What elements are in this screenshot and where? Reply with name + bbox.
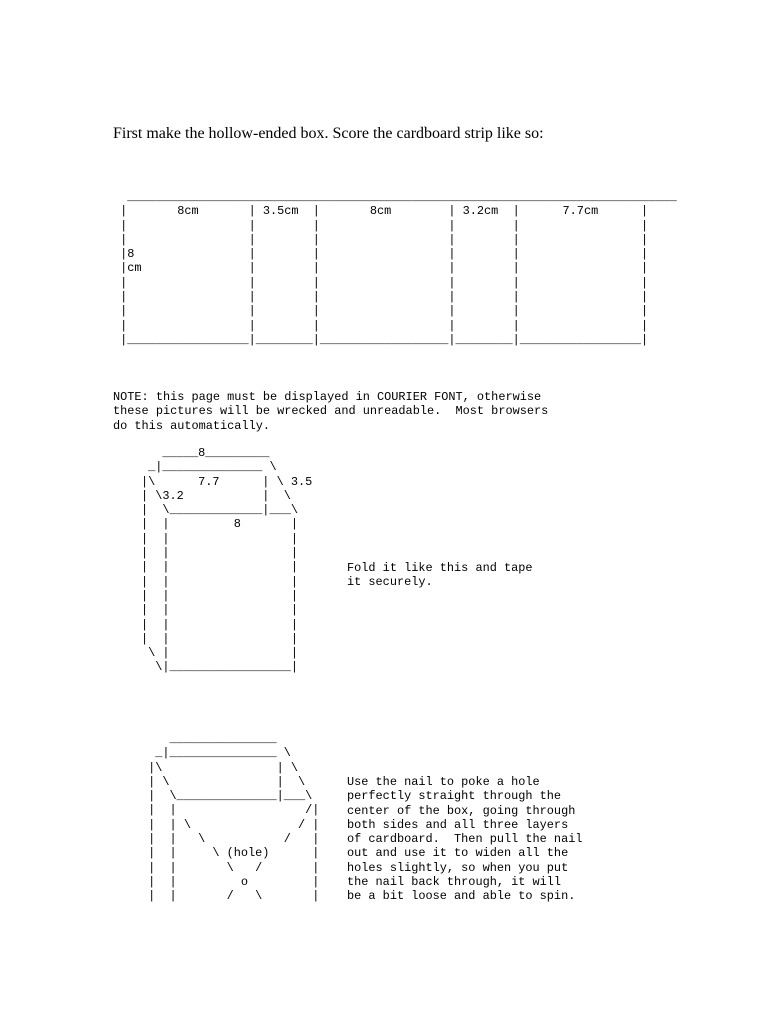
folded-box-diagram: _____8_________ _|______________ \ |\ 7.7 | \ 3.5 | \3.2 | \ | \_____________|___\ | | 8 | | | | | | | | | | | | | | | | | | | | | | | | | \ | | \|_________________|: [141, 446, 313, 675]
fold-instruction: Fold it like this and tape it securely.: [347, 561, 533, 590]
nail-hole-diagram: _______________ _|_______________ \ |\ | \ | \ | \ | \______________|___\ | | /| | | \ / | | | \ / | | | \ (hole) | | | \ / | | | o | | | / \ |: [148, 732, 320, 904]
intro-text: First make the hollow-ended box. Score the cardboard strip like so:: [113, 125, 544, 142]
nail-instruction: Use the nail to poke a hole perfectly straight through the center of the box, going through both sides and all three layers of cardboard. Then pull the nail out and use it to widen all the holes slightly, so when you put the nail back through, it will be a bit loose and able to spin.: [347, 775, 583, 904]
courier-font-note: NOTE: this page must be displayed in COURIER FONT, otherwise these pictures will be wrecked and unreadable. Most browsers do this automatically.: [113, 390, 549, 433]
cardboard-strip-diagram: _____________________________________________________________________________ | 8cm | 3.5cm | 8cm | 3.2cm | 7.7cm | | | | | | | | | | | | | |8 | | | | | |cm | | | | | | | | | | | | | | | | | | | | | | | | | | | | | |_________________|________|__________________|________|_________________|: [120, 190, 677, 347]
